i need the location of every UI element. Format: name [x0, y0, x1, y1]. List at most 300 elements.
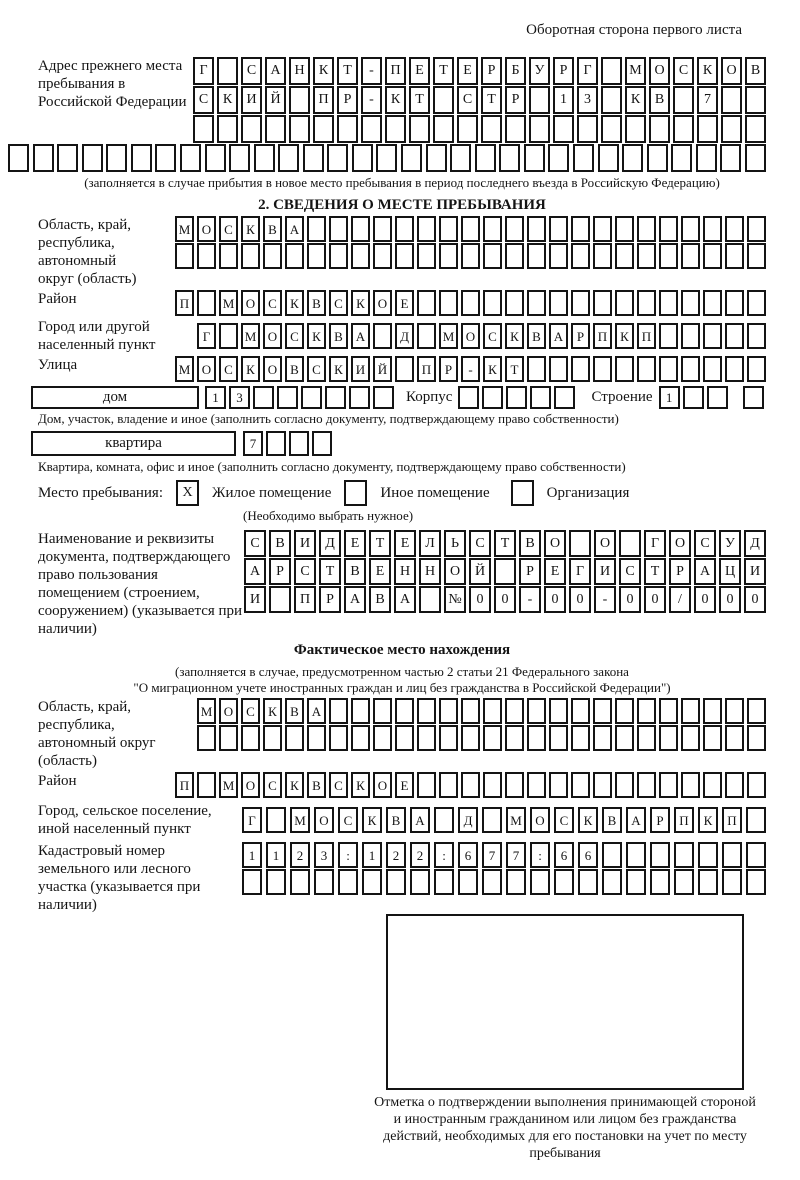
char-box[interactable]: А — [285, 216, 304, 242]
char-box[interactable] — [721, 86, 742, 114]
char-box[interactable] — [615, 772, 634, 798]
char-box[interactable]: 1 — [362, 842, 382, 868]
char-box[interactable] — [458, 386, 479, 409]
char-box[interactable] — [725, 323, 744, 349]
char-box[interactable]: А — [694, 558, 716, 585]
char-box[interactable]: К — [385, 86, 406, 114]
char-box[interactable]: К — [362, 807, 382, 833]
char-box[interactable]: Г — [577, 57, 598, 85]
checkbox-other-premises[interactable] — [344, 480, 367, 506]
char-box[interactable] — [725, 216, 744, 242]
char-box[interactable]: П — [674, 807, 694, 833]
char-box[interactable] — [417, 243, 436, 269]
char-box[interactable] — [483, 725, 502, 751]
char-box[interactable] — [743, 386, 764, 409]
char-box[interactable]: К — [351, 290, 370, 316]
char-box[interactable]: / — [669, 586, 691, 613]
char-box[interactable]: М — [241, 323, 260, 349]
char-box[interactable] — [499, 144, 520, 172]
char-box[interactable] — [439, 772, 458, 798]
char-box[interactable] — [549, 243, 568, 269]
char-box[interactable] — [649, 115, 670, 143]
char-box[interactable]: Е — [457, 57, 478, 85]
char-box[interactable] — [601, 86, 622, 114]
char-box[interactable]: : — [338, 842, 358, 868]
char-box[interactable] — [529, 115, 550, 143]
char-box[interactable]: : — [434, 842, 454, 868]
char-box[interactable] — [571, 216, 590, 242]
char-box[interactable]: Р — [481, 57, 502, 85]
char-box[interactable]: С — [673, 57, 694, 85]
char-box[interactable] — [439, 698, 458, 724]
char-box[interactable]: - — [361, 86, 382, 114]
char-box[interactable] — [351, 725, 370, 751]
char-box[interactable] — [180, 144, 201, 172]
char-box[interactable] — [571, 356, 590, 382]
char-box[interactable] — [681, 323, 700, 349]
char-box[interactable] — [593, 290, 612, 316]
char-box[interactable] — [303, 144, 324, 172]
char-box[interactable]: А — [307, 698, 326, 724]
char-box[interactable]: С — [241, 57, 262, 85]
char-box[interactable] — [197, 243, 216, 269]
char-box[interactable] — [197, 725, 216, 751]
char-box[interactable]: В — [329, 323, 348, 349]
char-box[interactable]: О — [263, 323, 282, 349]
char-box[interactable]: П — [593, 323, 612, 349]
char-box[interactable] — [549, 698, 568, 724]
char-box[interactable]: М — [219, 772, 238, 798]
char-box[interactable]: В — [285, 356, 304, 382]
char-box[interactable] — [601, 57, 622, 85]
char-box[interactable]: К — [698, 807, 718, 833]
char-box[interactable] — [269, 586, 291, 613]
char-box[interactable] — [745, 86, 766, 114]
char-box[interactable]: В — [386, 807, 406, 833]
char-box[interactable]: Л — [419, 530, 441, 557]
char-box[interactable]: Е — [344, 530, 366, 557]
char-box[interactable] — [386, 869, 406, 895]
char-box[interactable] — [707, 386, 728, 409]
char-box[interactable]: Е — [544, 558, 566, 585]
char-box[interactable] — [615, 290, 634, 316]
char-box[interactable] — [313, 115, 334, 143]
char-box[interactable] — [549, 216, 568, 242]
char-box[interactable] — [681, 772, 700, 798]
char-box[interactable] — [327, 144, 348, 172]
char-box[interactable] — [725, 772, 744, 798]
char-box[interactable]: О — [263, 356, 282, 382]
char-box[interactable] — [506, 869, 526, 895]
char-box[interactable] — [329, 243, 348, 269]
char-box[interactable]: 1 — [266, 842, 286, 868]
char-box[interactable]: № — [444, 586, 466, 613]
char-box[interactable]: О — [373, 290, 392, 316]
char-box[interactable] — [659, 216, 678, 242]
char-box[interactable]: О — [649, 57, 670, 85]
char-box[interactable] — [554, 869, 574, 895]
stamp-box[interactable] — [386, 914, 744, 1090]
char-box[interactable] — [439, 243, 458, 269]
char-box[interactable]: 7 — [697, 86, 718, 114]
char-box[interactable]: Ь — [444, 530, 466, 557]
char-box[interactable]: 0 — [569, 586, 591, 613]
char-box[interactable] — [549, 356, 568, 382]
char-box[interactable] — [683, 386, 704, 409]
char-box[interactable] — [290, 869, 310, 895]
char-box[interactable] — [175, 243, 194, 269]
char-box[interactable] — [747, 243, 766, 269]
char-box[interactable]: П — [385, 57, 406, 85]
char-box[interactable] — [417, 216, 436, 242]
char-box[interactable] — [598, 144, 619, 172]
char-box[interactable]: К — [505, 323, 524, 349]
char-box[interactable] — [681, 290, 700, 316]
char-box[interactable]: С — [241, 698, 260, 724]
char-box[interactable]: И — [294, 530, 316, 557]
char-box[interactable] — [703, 772, 722, 798]
char-box[interactable] — [554, 386, 575, 409]
char-box[interactable]: М — [219, 290, 238, 316]
char-box[interactable] — [505, 698, 524, 724]
char-box[interactable]: И — [241, 86, 262, 114]
char-box[interactable]: К — [241, 216, 260, 242]
char-box[interactable] — [703, 243, 722, 269]
char-box[interactable] — [722, 842, 742, 868]
char-box[interactable] — [266, 807, 286, 833]
char-box[interactable] — [659, 290, 678, 316]
char-box[interactable]: К — [615, 323, 634, 349]
char-box[interactable] — [395, 698, 414, 724]
char-box[interactable] — [461, 243, 480, 269]
char-box[interactable]: К — [625, 86, 646, 114]
char-box[interactable]: 6 — [578, 842, 598, 868]
char-box[interactable] — [671, 144, 692, 172]
char-box[interactable] — [351, 698, 370, 724]
char-box[interactable] — [439, 216, 458, 242]
char-box[interactable]: С — [219, 216, 238, 242]
char-box[interactable] — [527, 216, 546, 242]
char-box[interactable]: Р — [439, 356, 458, 382]
char-box[interactable]: Р — [269, 558, 291, 585]
char-box[interactable]: Й — [265, 86, 286, 114]
char-box[interactable]: С — [193, 86, 214, 114]
char-box[interactable]: И — [594, 558, 616, 585]
char-box[interactable]: В — [263, 216, 282, 242]
char-box[interactable] — [197, 772, 216, 798]
char-box[interactable]: Р — [319, 586, 341, 613]
char-box[interactable] — [602, 842, 622, 868]
char-box[interactable]: А — [410, 807, 430, 833]
char-box[interactable]: Е — [395, 772, 414, 798]
char-box[interactable] — [593, 243, 612, 269]
char-box[interactable]: М — [290, 807, 310, 833]
char-box[interactable]: В — [649, 86, 670, 114]
char-box[interactable] — [703, 698, 722, 724]
char-box[interactable] — [277, 386, 298, 409]
char-box[interactable] — [637, 725, 656, 751]
char-box[interactable] — [601, 115, 622, 143]
char-box[interactable] — [659, 356, 678, 382]
char-box[interactable] — [482, 386, 503, 409]
char-box[interactable]: 2 — [386, 842, 406, 868]
char-box[interactable] — [505, 725, 524, 751]
char-box[interactable] — [725, 243, 744, 269]
char-box[interactable] — [725, 356, 744, 382]
char-box[interactable] — [395, 725, 414, 751]
char-box[interactable] — [289, 115, 310, 143]
char-box[interactable]: Д — [319, 530, 341, 557]
char-box[interactable] — [553, 115, 574, 143]
char-box[interactable]: - — [519, 586, 541, 613]
char-box[interactable]: Т — [409, 86, 430, 114]
char-box[interactable] — [593, 725, 612, 751]
char-box[interactable]: П — [294, 586, 316, 613]
char-box[interactable] — [615, 356, 634, 382]
char-box[interactable] — [549, 772, 568, 798]
char-box[interactable] — [329, 725, 348, 751]
char-box[interactable]: 0 — [494, 586, 516, 613]
char-box[interactable]: К — [263, 698, 282, 724]
char-box[interactable] — [571, 772, 590, 798]
char-box[interactable]: М — [625, 57, 646, 85]
char-box[interactable]: С — [554, 807, 574, 833]
char-box[interactable] — [593, 216, 612, 242]
char-box[interactable]: С — [469, 530, 491, 557]
char-box[interactable]: Р — [505, 86, 526, 114]
char-box[interactable]: В — [307, 290, 326, 316]
char-box[interactable] — [637, 216, 656, 242]
char-box[interactable]: К — [578, 807, 598, 833]
char-box[interactable] — [673, 86, 694, 114]
char-box[interactable]: К — [697, 57, 718, 85]
char-box[interactable] — [745, 115, 766, 143]
char-box[interactable] — [505, 772, 524, 798]
char-box[interactable]: 0 — [694, 586, 716, 613]
char-box[interactable] — [314, 869, 334, 895]
char-box[interactable] — [417, 725, 436, 751]
char-box[interactable]: 2 — [290, 842, 310, 868]
char-box[interactable]: О — [219, 698, 238, 724]
char-box[interactable]: Е — [369, 558, 391, 585]
char-box[interactable] — [626, 842, 646, 868]
char-box[interactable]: А — [394, 586, 416, 613]
char-box[interactable]: Й — [373, 356, 392, 382]
char-box[interactable] — [439, 290, 458, 316]
char-box[interactable] — [57, 144, 78, 172]
char-box[interactable] — [681, 356, 700, 382]
char-box[interactable]: С — [329, 772, 348, 798]
char-box[interactable] — [659, 698, 678, 724]
char-box[interactable] — [483, 216, 502, 242]
char-box[interactable]: С — [329, 290, 348, 316]
char-box[interactable]: М — [175, 356, 194, 382]
char-box[interactable] — [530, 869, 550, 895]
char-box[interactable]: Р — [553, 57, 574, 85]
char-box[interactable] — [505, 243, 524, 269]
char-box[interactable]: О — [461, 323, 480, 349]
char-box[interactable] — [622, 144, 643, 172]
char-box[interactable]: В — [269, 530, 291, 557]
char-box[interactable] — [721, 115, 742, 143]
char-box[interactable] — [747, 772, 766, 798]
char-box[interactable]: С — [483, 323, 502, 349]
char-box[interactable] — [217, 57, 238, 85]
char-box[interactable]: Н — [419, 558, 441, 585]
char-box[interactable] — [266, 869, 286, 895]
char-box[interactable] — [265, 115, 286, 143]
char-box[interactable] — [301, 386, 322, 409]
char-box[interactable] — [571, 290, 590, 316]
char-box[interactable]: Г — [242, 807, 262, 833]
char-box[interactable] — [193, 115, 214, 143]
char-box[interactable]: Р — [337, 86, 358, 114]
char-box[interactable]: 1 — [659, 386, 680, 409]
char-box[interactable] — [307, 243, 326, 269]
char-box[interactable] — [506, 386, 527, 409]
char-box[interactable] — [373, 216, 392, 242]
char-box[interactable] — [461, 216, 480, 242]
char-box[interactable]: П — [175, 772, 194, 798]
char-box[interactable]: - — [594, 586, 616, 613]
char-box[interactable] — [458, 869, 478, 895]
char-box[interactable] — [395, 243, 414, 269]
char-box[interactable]: Н — [289, 57, 310, 85]
char-box[interactable] — [483, 243, 502, 269]
char-box[interactable] — [106, 144, 127, 172]
char-box[interactable] — [361, 115, 382, 143]
char-box[interactable] — [650, 869, 670, 895]
char-box[interactable]: О — [721, 57, 742, 85]
char-box[interactable] — [373, 243, 392, 269]
char-box[interactable] — [8, 144, 29, 172]
char-box[interactable] — [725, 725, 744, 751]
char-box[interactable] — [419, 586, 441, 613]
checkbox-organization[interactable] — [511, 480, 534, 506]
char-box[interactable] — [373, 386, 394, 409]
char-box[interactable] — [329, 698, 348, 724]
char-box[interactable]: Р — [519, 558, 541, 585]
char-box[interactable]: К — [307, 323, 326, 349]
char-box[interactable]: Г — [193, 57, 214, 85]
char-box[interactable] — [483, 698, 502, 724]
char-box[interactable]: С — [285, 323, 304, 349]
char-box[interactable]: П — [637, 323, 656, 349]
char-box[interactable]: Т — [644, 558, 666, 585]
char-box[interactable]: О — [197, 216, 216, 242]
char-box[interactable]: С — [294, 558, 316, 585]
char-box[interactable]: 3 — [577, 86, 598, 114]
char-box[interactable] — [593, 356, 612, 382]
char-box[interactable] — [351, 243, 370, 269]
char-box[interactable] — [266, 431, 286, 456]
char-box[interactable]: В — [307, 772, 326, 798]
char-box[interactable] — [461, 725, 480, 751]
char-box[interactable]: 1 — [242, 842, 262, 868]
char-box[interactable]: Г — [197, 323, 216, 349]
char-box[interactable] — [33, 144, 54, 172]
char-box[interactable]: А — [244, 558, 266, 585]
char-box[interactable] — [229, 144, 250, 172]
char-box[interactable] — [746, 807, 766, 833]
char-box[interactable]: К — [285, 772, 304, 798]
char-box[interactable] — [433, 86, 454, 114]
char-box[interactable] — [747, 290, 766, 316]
char-box[interactable]: В — [369, 586, 391, 613]
char-box[interactable] — [674, 842, 694, 868]
char-box[interactable] — [527, 356, 546, 382]
char-box[interactable] — [482, 869, 502, 895]
char-box[interactable] — [569, 530, 591, 557]
char-box[interactable] — [263, 725, 282, 751]
char-box[interactable] — [673, 115, 694, 143]
char-box[interactable]: 1 — [553, 86, 574, 114]
char-box[interactable]: М — [506, 807, 526, 833]
char-box[interactable]: С — [307, 356, 326, 382]
char-box[interactable] — [352, 144, 373, 172]
char-box[interactable] — [593, 772, 612, 798]
char-box[interactable] — [325, 386, 346, 409]
char-box[interactable] — [681, 698, 700, 724]
char-box[interactable] — [219, 243, 238, 269]
char-box[interactable] — [362, 869, 382, 895]
char-box[interactable]: Г — [569, 558, 591, 585]
char-box[interactable] — [703, 725, 722, 751]
char-box[interactable] — [450, 144, 471, 172]
char-box[interactable] — [289, 431, 309, 456]
char-box[interactable]: П — [417, 356, 436, 382]
char-box[interactable] — [434, 807, 454, 833]
char-box[interactable]: - — [361, 57, 382, 85]
char-box[interactable]: У — [719, 530, 741, 557]
char-box[interactable] — [395, 356, 414, 382]
char-box[interactable]: В — [285, 698, 304, 724]
char-box[interactable]: А — [351, 323, 370, 349]
char-box[interactable] — [82, 144, 103, 172]
char-box[interactable]: П — [722, 807, 742, 833]
char-box[interactable]: 0 — [469, 586, 491, 613]
char-box[interactable] — [625, 115, 646, 143]
char-box[interactable]: Й — [469, 558, 491, 585]
char-box[interactable] — [285, 725, 304, 751]
char-box[interactable]: О — [444, 558, 466, 585]
char-box[interactable] — [197, 290, 216, 316]
char-box[interactable]: В — [602, 807, 622, 833]
char-box[interactable]: К — [241, 356, 260, 382]
char-box[interactable] — [278, 144, 299, 172]
char-box[interactable]: О — [197, 356, 216, 382]
char-box[interactable]: С — [263, 772, 282, 798]
char-box[interactable]: Н — [394, 558, 416, 585]
char-box[interactable] — [747, 725, 766, 751]
char-box[interactable]: М — [439, 323, 458, 349]
char-box[interactable] — [505, 216, 524, 242]
char-box[interactable] — [650, 842, 670, 868]
char-box[interactable]: С — [338, 807, 358, 833]
char-box[interactable] — [434, 869, 454, 895]
char-box[interactable] — [219, 323, 238, 349]
char-box[interactable]: С — [219, 356, 238, 382]
char-box[interactable]: 0 — [544, 586, 566, 613]
char-box[interactable] — [747, 356, 766, 382]
char-box[interactable] — [615, 216, 634, 242]
char-box[interactable] — [659, 725, 678, 751]
char-box[interactable]: С — [457, 86, 478, 114]
char-box[interactable] — [530, 386, 551, 409]
char-box[interactable] — [461, 290, 480, 316]
char-box[interactable]: В — [344, 558, 366, 585]
char-box[interactable] — [593, 698, 612, 724]
